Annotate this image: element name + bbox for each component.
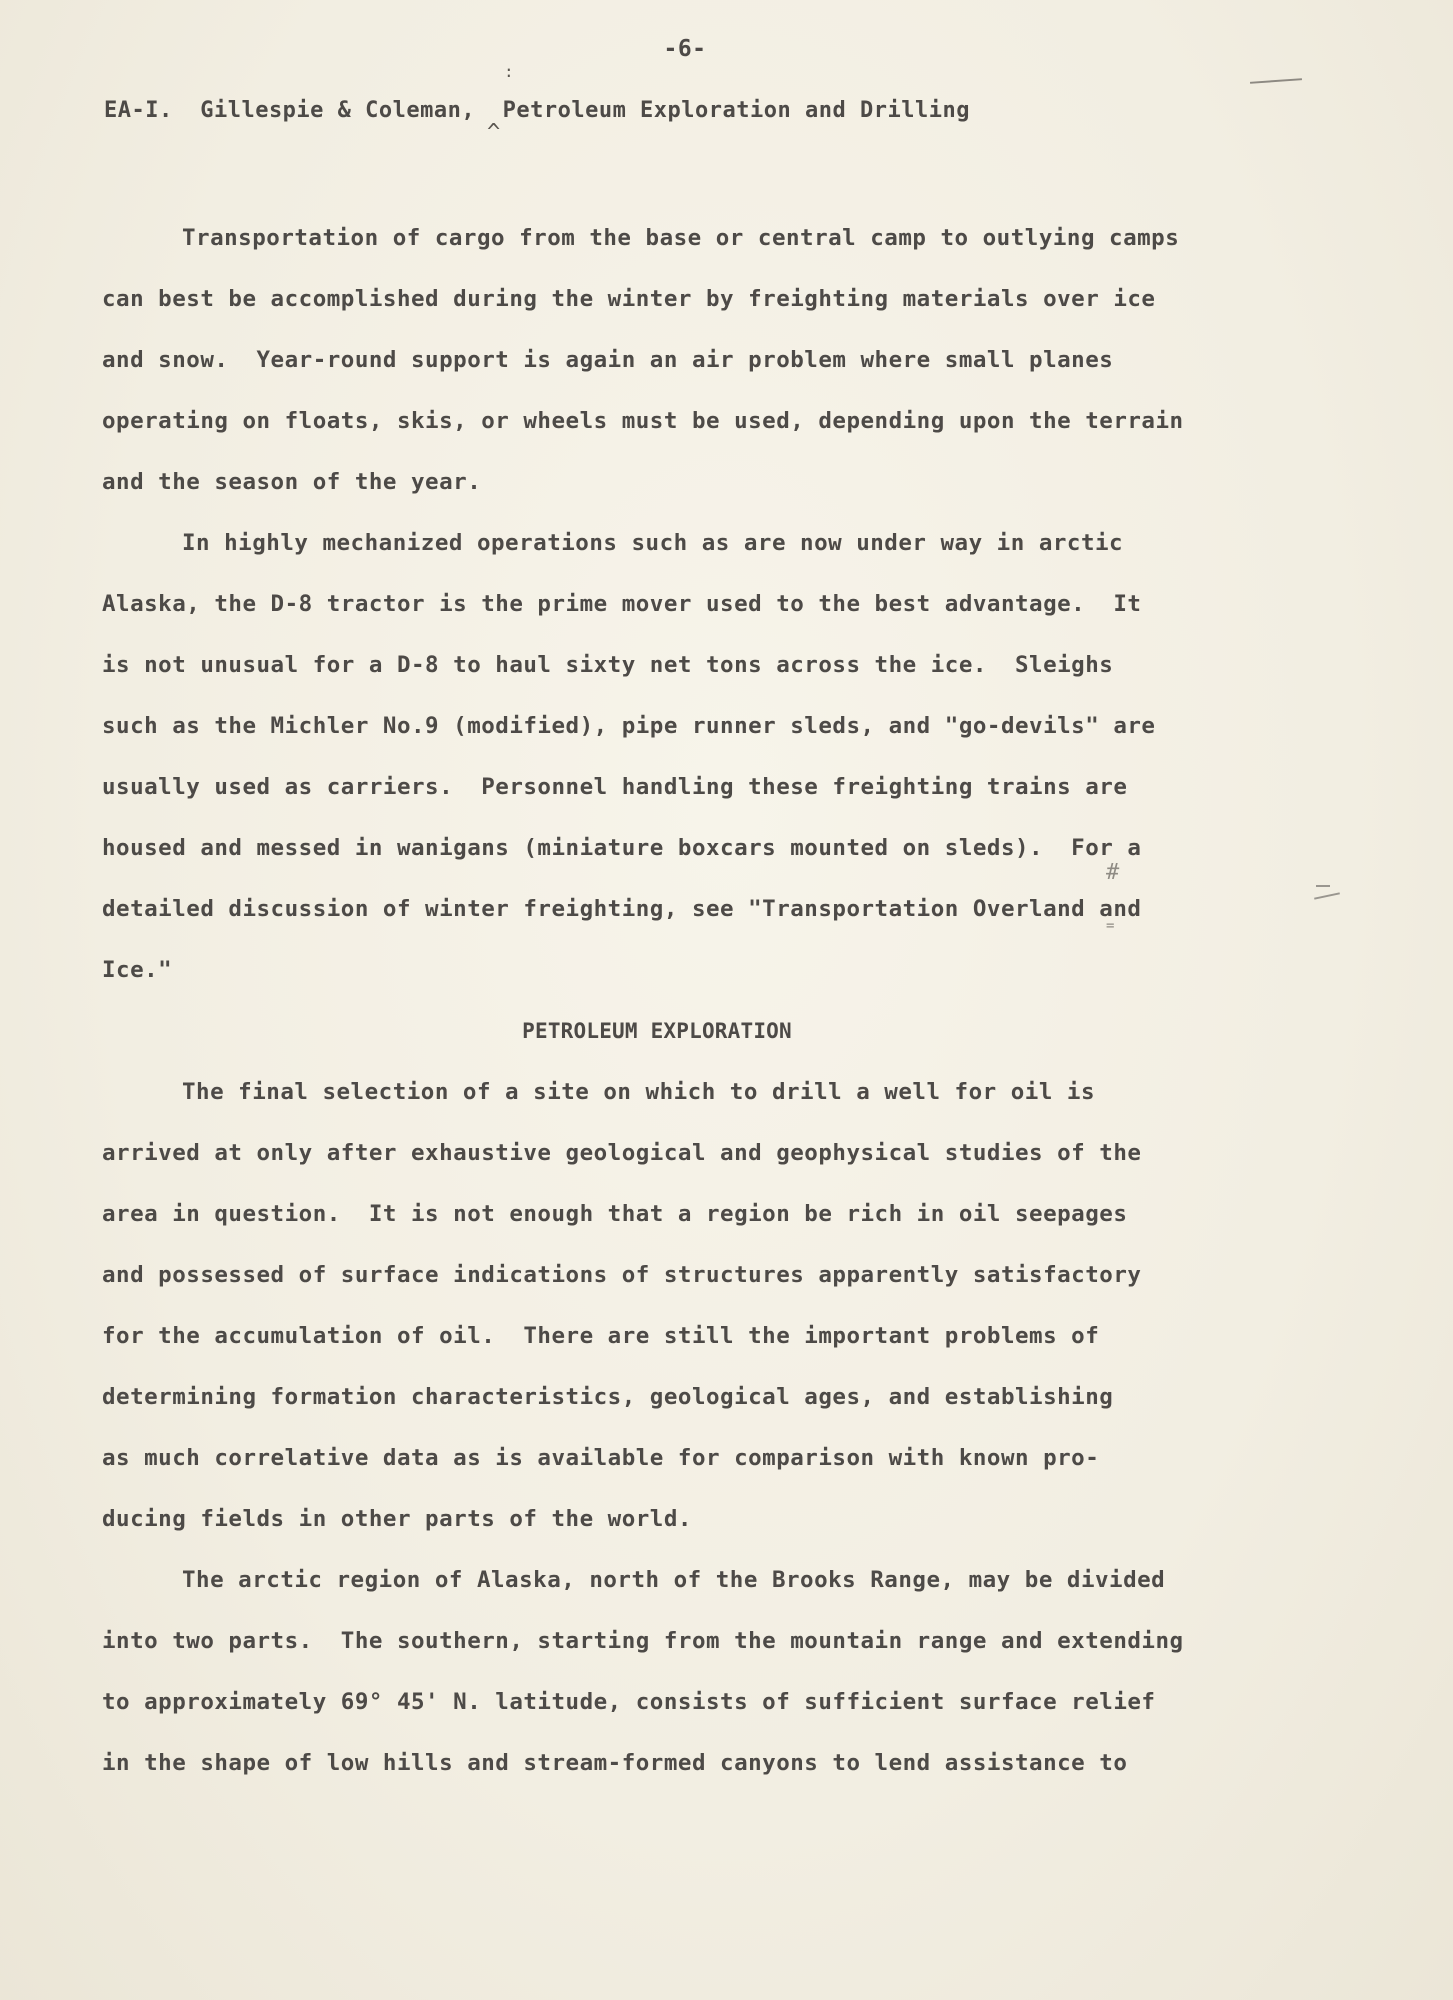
handwritten-colon-mark: : [504,62,515,81]
text-line: in the shape of low hills and stream-formed canyons to lend assistance to [102,1750,1128,1776]
text-line: and snow. Year-round support is again an air problem where small planes [102,347,1114,373]
text-line: Alaska, the D-8 tractor is the prime mover used to the best advantage. It [102,591,1142,617]
handwritten-hash-mark: # [1106,860,1120,885]
text-line: as much correlative data as is available for comparison with known pro- [102,1445,1100,1471]
text-line: The arctic region of Alaska, north of the Brooks Range, may be divided [182,1567,1166,1593]
text-line: housed and messed in wanigans (miniature boxcars mounted on sleds). For a [102,835,1142,861]
text-line: usually used as carriers. Personnel handling these freighting trains are [102,774,1128,800]
text-line: is not unusual for a D-8 to haul sixty net tons across the ice. Sleighs [102,652,1114,678]
text-line: Ice." [102,957,173,983]
document-header: EA-I. Gillespie & Coleman, Petroleum Exploration and Drilling [104,98,970,123]
text-line: such as the Michler No.9 (modified), pipe runner sleds, and "go-devils" are [102,713,1156,739]
text-line: determining formation characteristics, geological ages, and establishing [102,1384,1114,1410]
text-line: arrived at only after exhaustive geological and geophysical studies of the [102,1140,1142,1166]
text-line: The final selection of a site on which to drill a well for oil is [182,1079,1095,1105]
text-line: can best be accomplished during the winter by freighting materials over ice [102,286,1156,312]
text-line: detailed discussion of winter freighting, see "Transportation Overland and [102,896,1142,922]
text-line: into two parts. The southern, starting from the mountain range and extending [102,1628,1184,1654]
handwritten-equals-mark: = [1106,918,1115,934]
text-line: to approximately 69° 45' N. latitude, consists of sufficient surface relief [102,1689,1156,1715]
text-line: ducing fields in other parts of the world. [102,1506,692,1532]
text-line: area in question. It is not enough that a region be rich in oil seepages [102,1201,1128,1227]
text-line: and the season of the year. [102,469,482,495]
text-line: and possessed of surface indications of structures apparently satisfactory [102,1262,1142,1288]
text-line: operating on floats, skis, or wheels must be used, depending upon the terrain [102,408,1184,434]
body-text [102,220,1342,1806]
text-line: In highly mechanized operations such as are now under way in arctic [182,530,1124,556]
text-line: Transportation of cargo from the base or central camp to outlying camps [182,225,1180,251]
handwritten-caret-mark: ^ [487,120,501,145]
text-line: for the accumulation of oil. There are still the important problems of [102,1323,1100,1349]
section-heading: PETROLEUM EXPLORATION [522,1019,792,1043]
margin-rule-mark [1250,78,1302,84]
page-number: -6- [663,36,707,62]
